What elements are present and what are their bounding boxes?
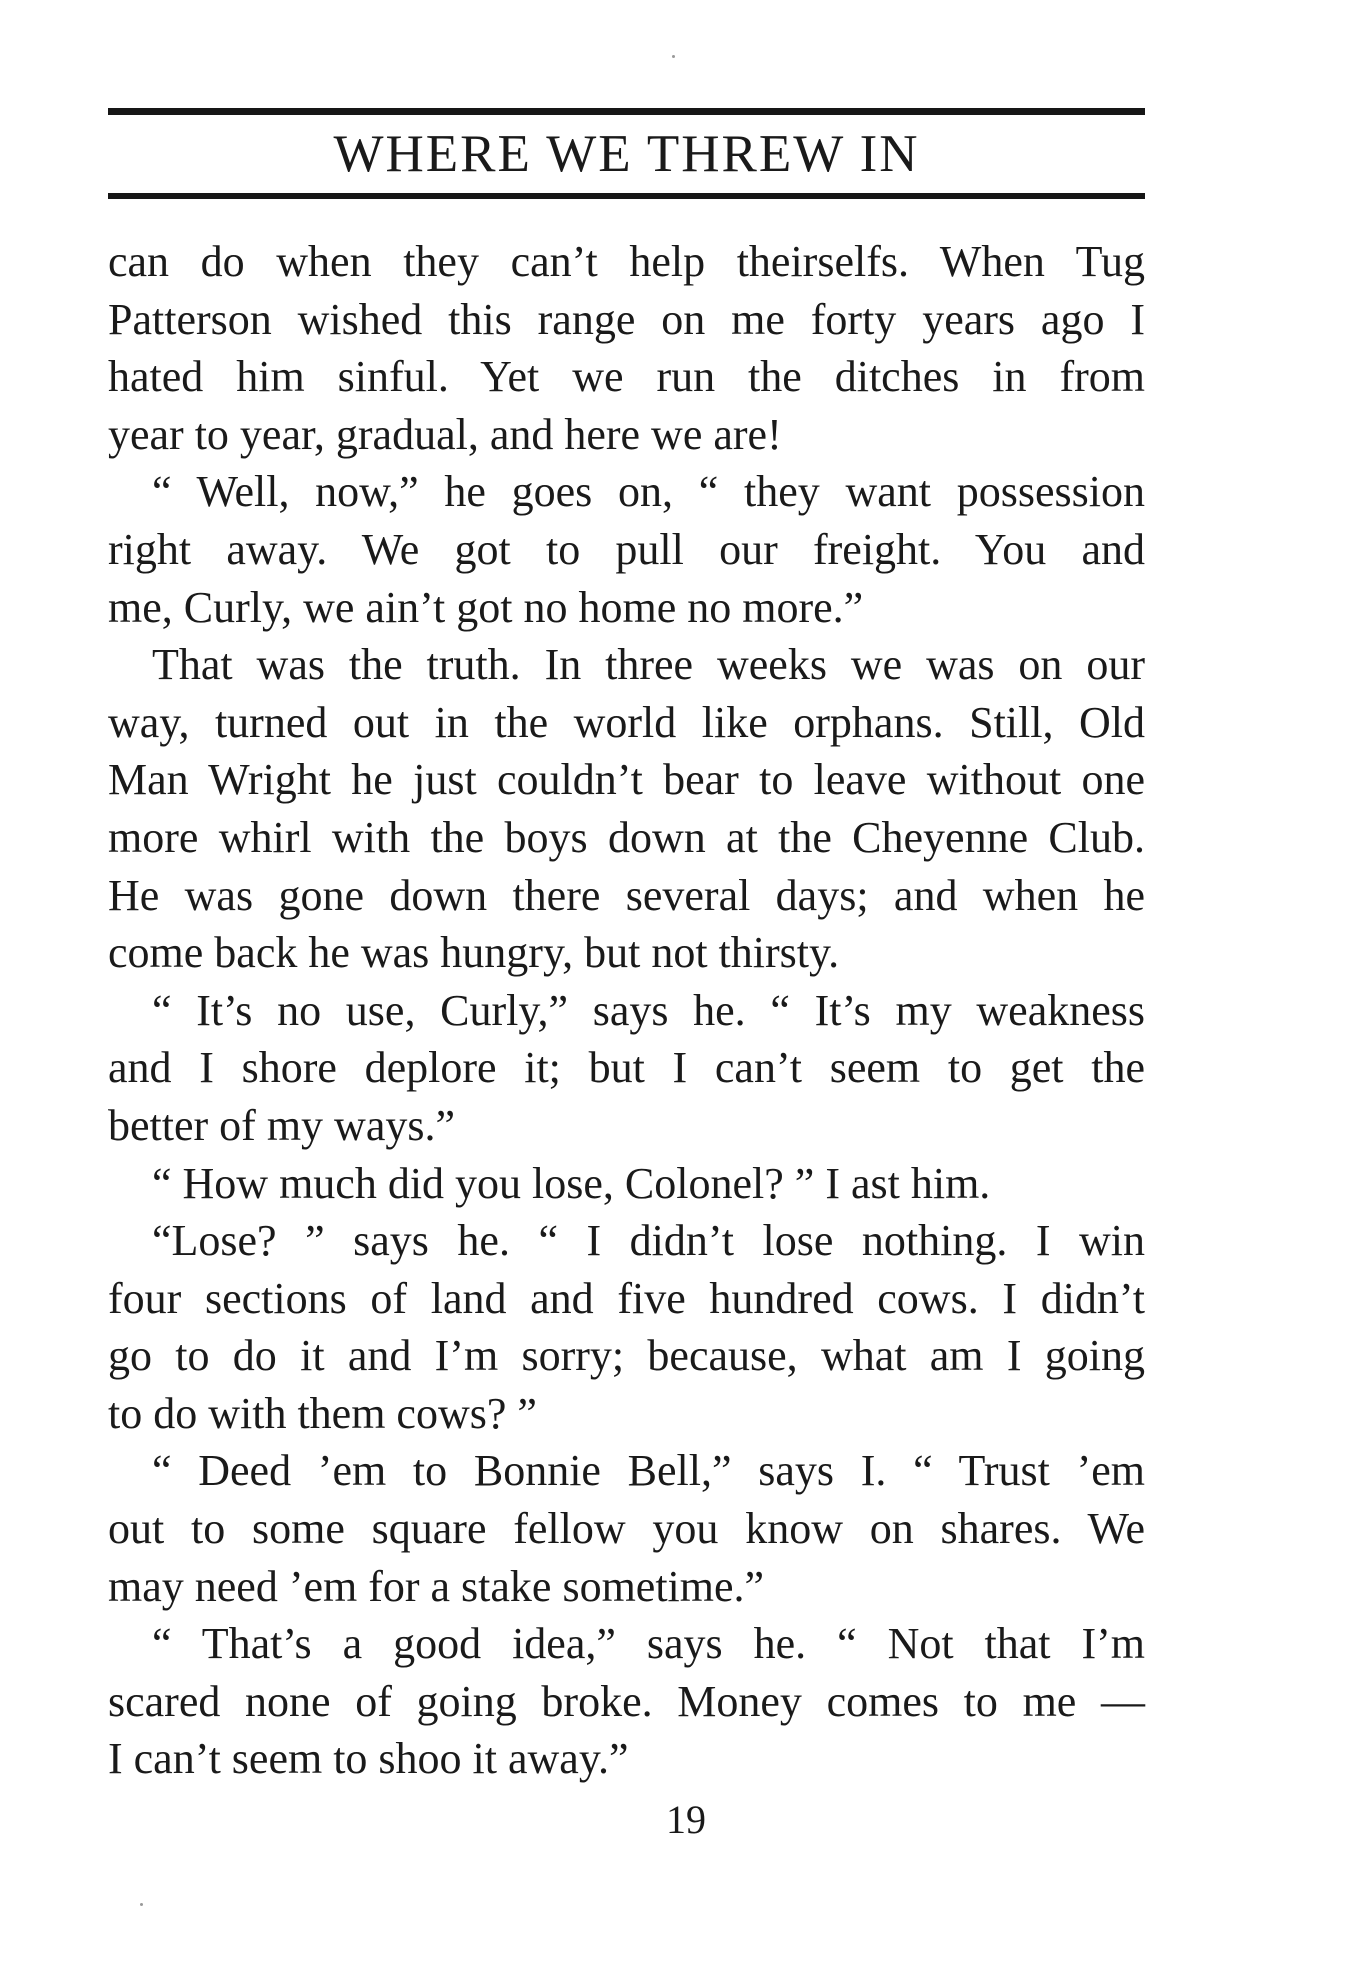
text-line: year to year, gradual, and here we are!: [108, 409, 782, 459]
text-line: better of my ways.”: [108, 1100, 455, 1150]
text-line: That was the truth. In three weeks we was on our: [152, 640, 1145, 690]
text-line: four sections of land and five hundred cows. I didn’t: [108, 1273, 1145, 1323]
page-number: 19: [666, 1797, 706, 1842]
text-line: way, turned out in the world like orphans. Still, Old: [108, 697, 1145, 747]
text-line: Man Wright he just couldn’t bear to leave without one: [108, 755, 1145, 805]
text-line: hated him sinful. Yet we run the ditches in from: [108, 352, 1145, 402]
header-rule-bottom: [108, 193, 1145, 199]
paper-speck: [140, 1903, 143, 1906]
text-line: I can’t seem to shoo it away.”: [108, 1734, 629, 1784]
text-line: go to do it and I’m sorry; because, what am I going: [108, 1331, 1145, 1381]
text-line: “ Deed ’em to Bonnie Bell,” says I. “ Trust ’em: [152, 1446, 1145, 1496]
text-line: out to some square fellow you know on shares. We: [108, 1504, 1145, 1554]
text-line: right away. We got to pull our freight. You and: [108, 524, 1145, 574]
text-line: “Lose? ” says he. “ I didn’t lose nothing. I win: [152, 1216, 1145, 1266]
text-line: “ How much did you lose, Colonel? ” I ast him.: [152, 1158, 991, 1208]
text-line: more whirl with the boys down at the Cheyenne Club.: [108, 812, 1145, 862]
text-line: to do with them cows? ”: [108, 1388, 537, 1438]
text-line: can do when they can’t help theirselfs. When Tug: [108, 237, 1145, 286]
body-text: [108, 233, 1145, 1788]
text-line: “ Well, now,” he goes on, “ they want possession: [152, 467, 1145, 517]
text-line: come back he was hungry, but not thirsty.: [108, 928, 840, 978]
running-head: WHERE WE THREW IN: [333, 125, 920, 183]
text-line: “ It’s no use, Curly,” says he. “ It’s my weakness: [152, 985, 1145, 1035]
text-line: He was gone down there several days; and when he: [108, 870, 1145, 920]
text-line: and I shore deplore it; but I can’t seem to get the: [108, 1043, 1145, 1093]
paper-speck: [672, 55, 675, 58]
header-rule-top: [108, 108, 1145, 115]
text-line: me, Curly, we ain’t got no home no more.”: [108, 582, 864, 632]
text-line: Patterson wished this range on me forty years ago I: [108, 294, 1145, 344]
text-line: scared none of going broke. Money comes to me —: [108, 1676, 1145, 1726]
text-line: “ That’s a good idea,” says he. “ Not that I’m: [152, 1619, 1145, 1669]
text-line: may need ’em for a stake sometime.”: [108, 1561, 765, 1611]
